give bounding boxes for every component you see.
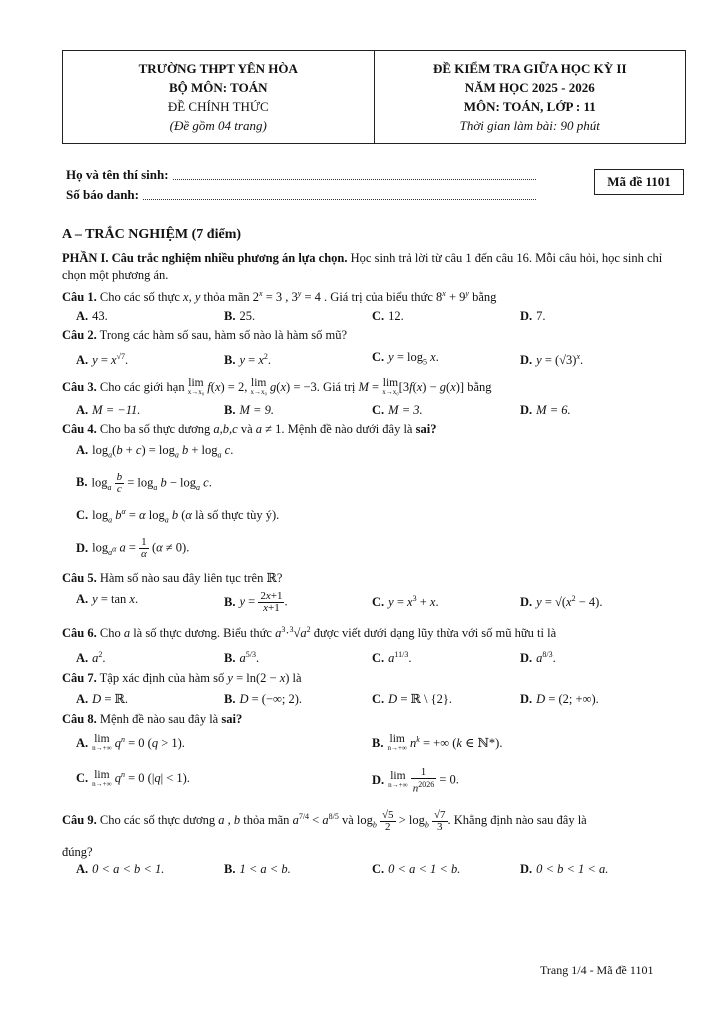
page-footer: Trang 1/4 - Mã đề 1101 <box>540 963 654 977</box>
option-c[interactable]: C. $a^{11/3}$. <box>372 649 412 665</box>
question-1-options <box>76 308 682 325</box>
option-b[interactable]: B. lim n→+∞ $n^k$ = +∞ (k ∈ ℕ*). <box>372 733 503 753</box>
option-b[interactable]: B. y = $\frac{2x+1}{x+1}$ . <box>224 590 288 615</box>
option-d[interactable]: D. lim n→+∞ $\frac{1}{n^{2026}}$ = 0. <box>372 766 459 795</box>
question-5: Câu 5. Hàm số nào sau đây liên tục trên ℝ? <box>62 570 283 585</box>
part-description: Học sinh trả lời từ câu 1 đến câu 16. Mỗi câu hỏi, học sinh chỉ chọn một phương án. <box>62 251 663 282</box>
exam-time: Thời gian làm bài: 90 phút <box>459 118 600 133</box>
question-8-options-ab <box>76 732 682 753</box>
question-2-options <box>76 349 682 371</box>
question-2: Câu 2. Trong các hàm số sau, hàm số nào là hàm số mũ? <box>62 328 348 343</box>
candidate-info <box>66 165 536 205</box>
option-a[interactable]: A. 0 < a < b < 1. <box>76 861 165 876</box>
option-c[interactable]: C. M = 3. <box>372 402 423 417</box>
option-a[interactable]: A. M = −11. <box>76 402 141 417</box>
exam-code-box: Mã đề 1101 <box>594 169 684 195</box>
option-b[interactable]: B. M = 9. <box>224 402 274 417</box>
official-label: ĐỀ CHÍNH THỨC <box>167 99 269 114</box>
questions <box>62 250 682 877</box>
id-blank <box>143 185 536 200</box>
question-9-options <box>76 861 682 878</box>
question-3: Câu 3. Cho các giới hạn lim x→x₀ f(x) = 2, lim x→x₀ g(x) = −3. Giá trị M = lim x→x₀ [3f(x) − g(x)] bằng <box>62 376 492 396</box>
option-d[interactable]: D. $\log_{a^\alpha} a$ = $\frac{1}{\alpha}$ (α ≠ 0). <box>76 536 190 561</box>
exam-header <box>62 50 686 144</box>
option-c[interactable]: C. $\log_a b^\alpha = \alpha$ $\log_a b$ (α là số thực tùy ý). <box>76 507 280 525</box>
option-a[interactable]: A. $\log_a(b + c) = \log_a b + \log_a c$. <box>76 442 234 460</box>
exam-info-block <box>375 51 686 143</box>
question-6-options <box>76 647 682 667</box>
question-7-options <box>76 691 682 708</box>
name-blank <box>173 165 536 180</box>
option-c[interactable]: C. 12. <box>372 308 404 323</box>
option-c[interactable]: C. $y = \log_5 x$. <box>372 349 439 367</box>
option-d[interactable]: D. $y = √(x^2 - 4)$. <box>520 594 603 610</box>
option-b[interactable]: B. D = (−∞; 2). <box>224 692 303 706</box>
question-1: Câu 1. Cho các số thực x, y thỏa mãn $2^x = 3$ , $3^y = 4$ . Giá trị của biểu thức $8^x + 9^y$ bằng <box>62 289 497 305</box>
section-title: A – TRẮC NGHIỆM (7 điểm) <box>62 227 242 242</box>
school-block <box>63 51 375 143</box>
question-9-continuation: đúng? <box>62 845 93 860</box>
option-c[interactable]: C. D = ℝ \ {2}. <box>372 692 452 706</box>
id-label: Số báo danh: <box>66 187 139 202</box>
department: BỘ MÔN: TOÁN <box>169 80 268 95</box>
option-c[interactable]: C. $y = x^3 + x$. <box>372 594 439 610</box>
part-instructions <box>62 250 682 283</box>
name-label: Họ và tên thí sinh: <box>66 167 169 182</box>
option-b[interactable]: B. $\log_a$ $\frac{b}{c}$ = $\log_a b - \log_a c$. <box>76 470 212 495</box>
option-d[interactable]: D. $y = (√3)^x$. <box>520 351 584 367</box>
option-c[interactable]: C. 0 < a < 1 < b. <box>372 861 461 876</box>
question-7: Câu 7. Tập xác định của hàm số y = ln(2 − x) là <box>62 670 302 685</box>
question-5-options <box>76 591 682 614</box>
option-a[interactable]: A. lim n→+∞ $q^n = 0$ (q > 1). <box>76 733 185 753</box>
option-a[interactable]: A. $a^2$. <box>76 649 106 665</box>
option-a[interactable]: A. D = ℝ. <box>76 692 129 706</box>
option-a[interactable]: A. y = tan x. <box>76 592 139 607</box>
option-d[interactable]: D. 7. <box>520 308 546 323</box>
option-d[interactable]: D. $a^{8/3}$. <box>520 649 556 665</box>
question-8-options-cd <box>76 767 682 795</box>
option-d[interactable]: D. D = (2; +∞). <box>520 692 599 706</box>
subject: MÔN: TOÁN, LỚP : 11 <box>463 99 596 114</box>
question-6: Câu 6. Cho a là số thực dương. Biểu thức $a^3\cdot^3√a^2$ được viết dưới dạng lũy thừa với số mũ hữu tỉ là <box>62 625 557 641</box>
option-d[interactable]: D. 0 < b < 1 < a. <box>520 861 609 876</box>
option-a[interactable]: A. 43. <box>76 308 108 323</box>
exam-title: ĐỀ KIỂM TRA GIỮA HỌC KỲ II <box>432 61 627 76</box>
question-3-options <box>76 402 682 419</box>
option-d[interactable]: D. M = 6. <box>520 402 571 417</box>
option-b[interactable]: B. $a^{5/3}$. <box>224 649 260 665</box>
option-c[interactable]: C. lim n→+∞ $q^n = 0$ (|q| < 1). <box>76 768 190 788</box>
option-b[interactable]: B. 1 < a < b. <box>224 861 291 876</box>
page-count: (Đề gồm 04 trang) <box>169 118 267 133</box>
question-9: Câu 9. Cho các số thực dương a , b thỏa mãn $a^{7/4} < a^{8/5}$ và $\log_b$ $\frac{√5}{2}$ > $\log_b$ $\frac{√7}{3}$ . Khẳng định nào sau đây là <box>62 808 587 833</box>
school-name: TRƯỜNG THPT YÊN HÒA <box>138 61 298 76</box>
option-b[interactable]: B. 25. <box>224 308 256 323</box>
option-b[interactable]: B. $y = x^2$. <box>224 351 272 367</box>
question-8: Câu 8. Mệnh đề nào sau đây là sai? <box>62 711 243 726</box>
option-a[interactable]: A. $y = x^{√7}$. <box>76 351 129 367</box>
question-4: Câu 4. Cho ba số thực dương a,b,c và a ≠ 1. Mệnh đề nào dưới đây là sai? <box>62 422 437 437</box>
part-label: PHẦN I. Câu trắc nghiệm nhiều phương án lựa chọn. <box>62 251 348 265</box>
school-year: NĂM HỌC 2025 - 2026 <box>464 80 595 95</box>
